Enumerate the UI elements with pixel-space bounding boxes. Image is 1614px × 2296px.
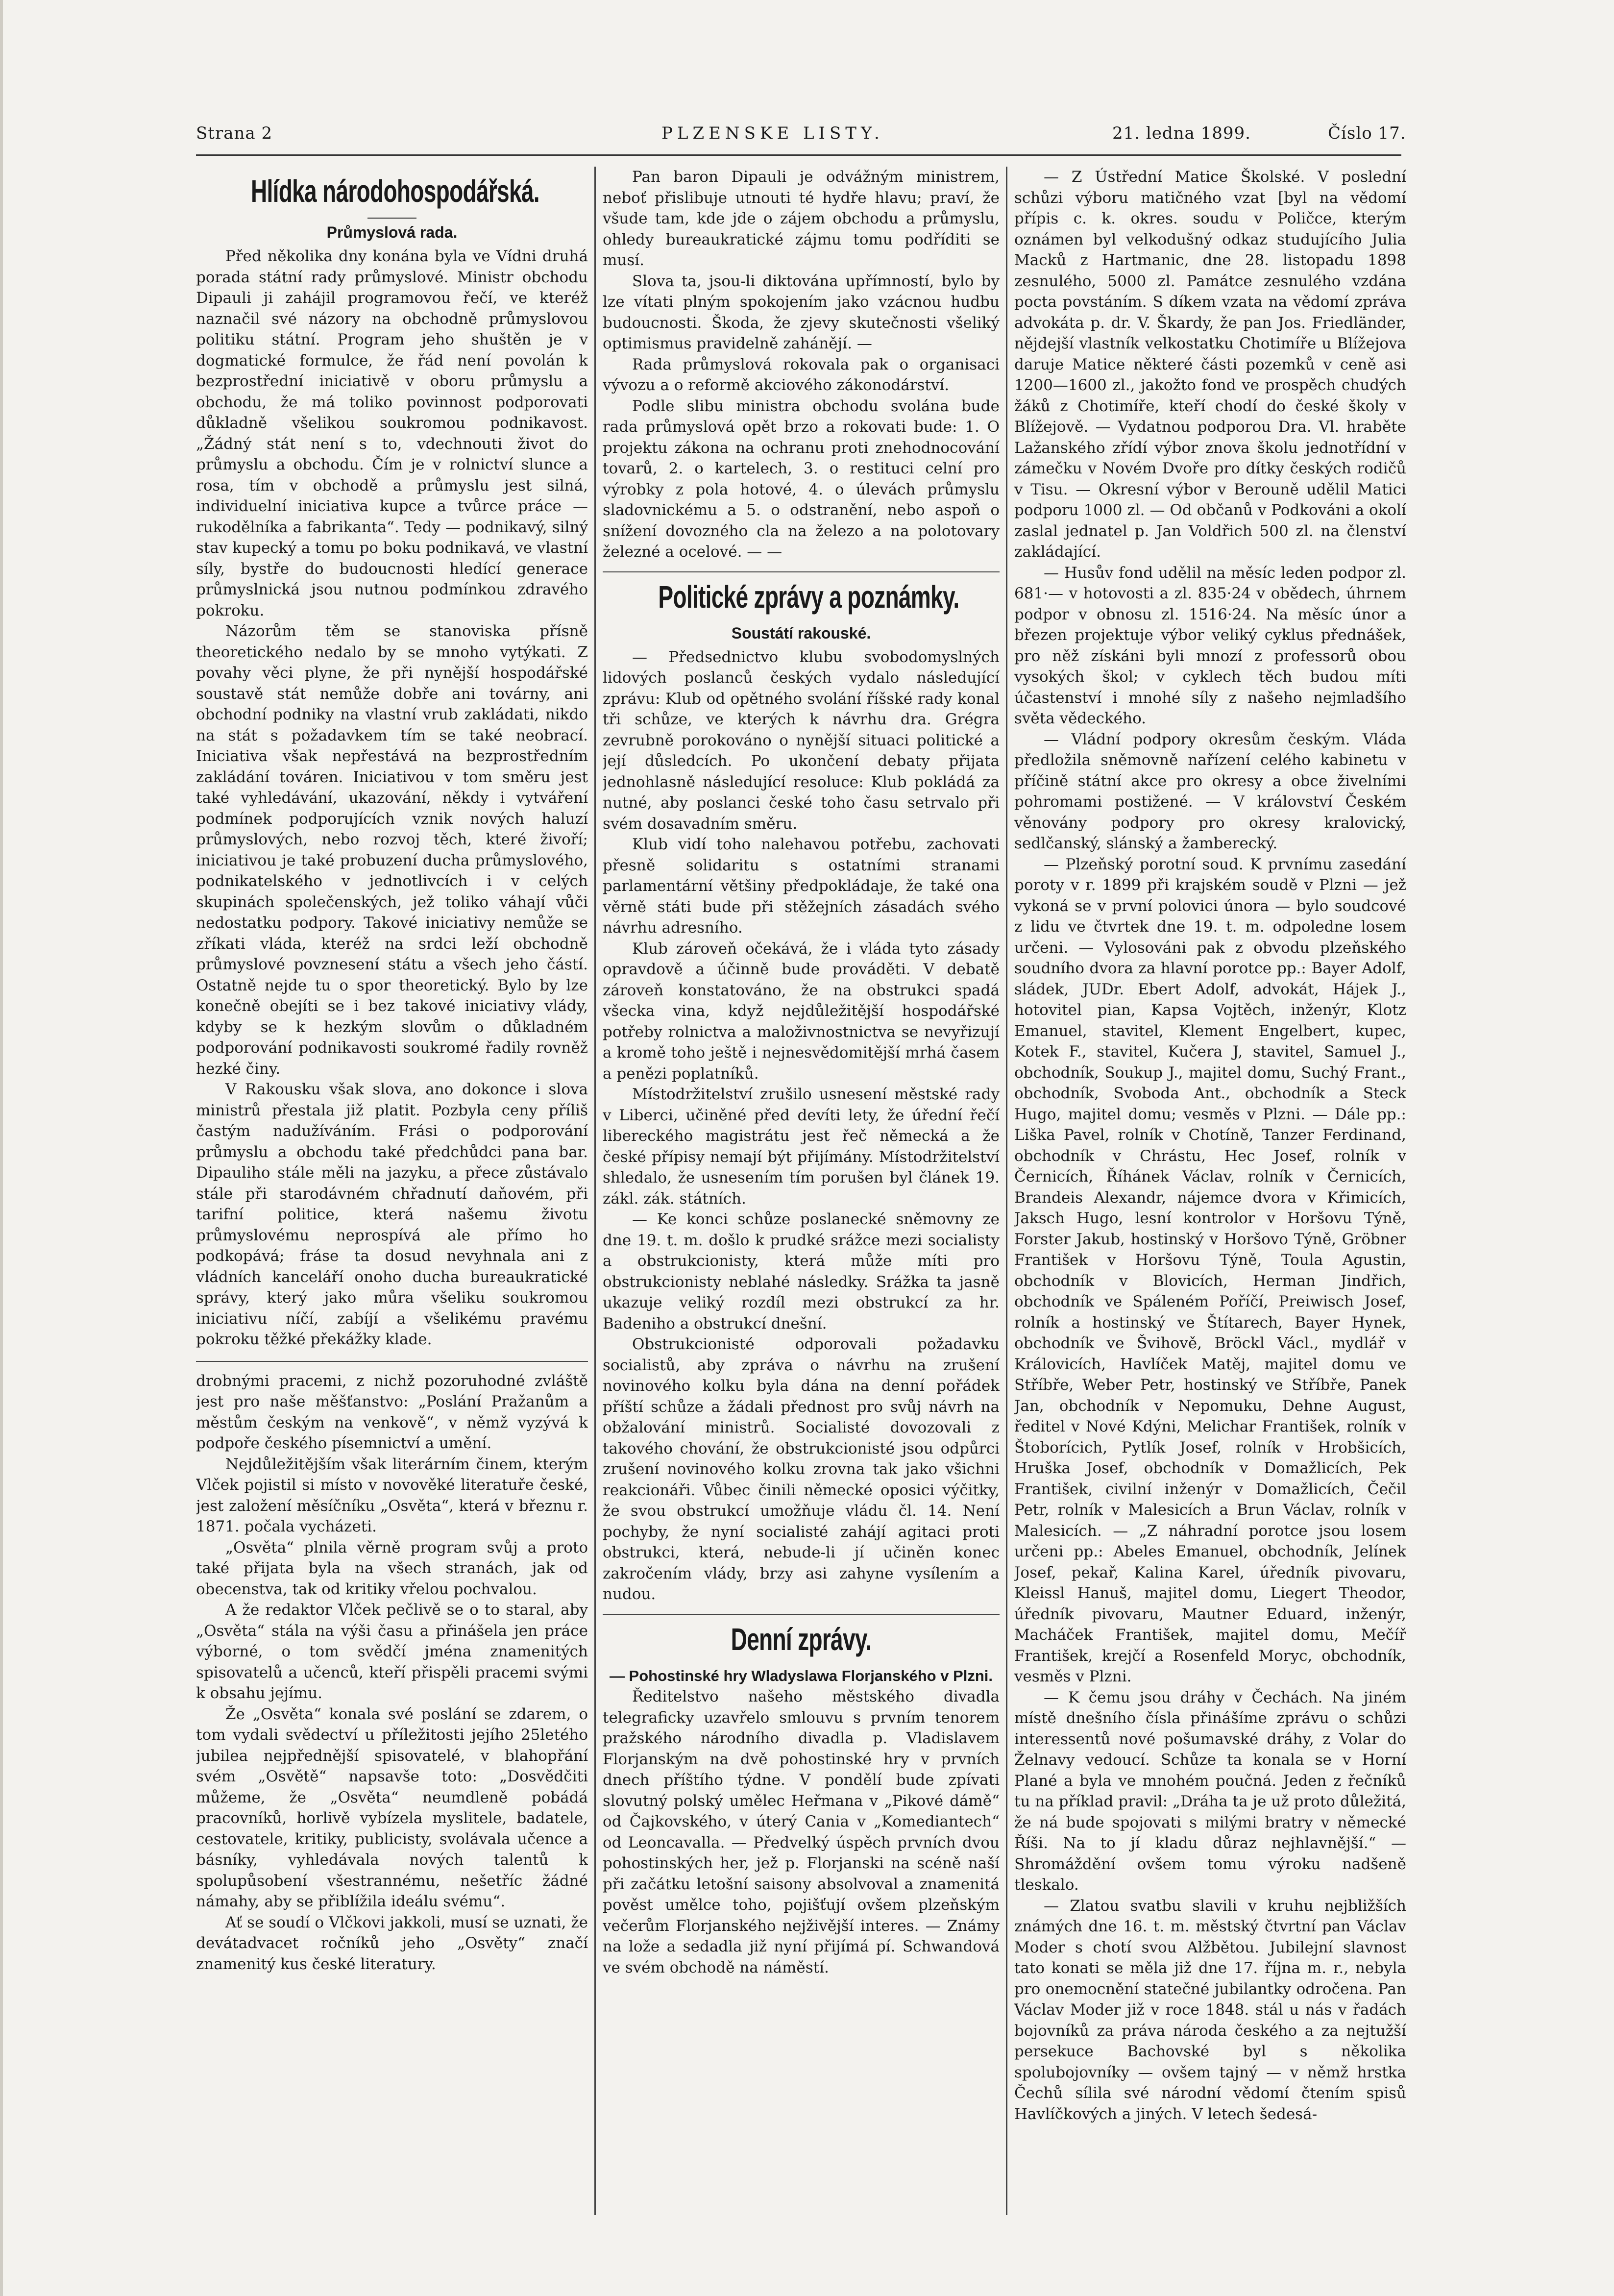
article-paragraph: Nejdůležitějším však literárním činem, kterým Vlček pojistil si místo v novověké literatuře české, jest založení měsíčníku „Osvěta“, která v březnu r. 1871. počala vycházeti. (196, 1455, 588, 1535)
article-title-industry-council: Průmyslová rada. (326, 223, 458, 241)
news-item: — K čemu jsou dráhy v Čechách. Na jiném místě dnešního čísla přinášíme zprávu o schůzi interessentů nové pošumavské dráhy, z Volar do Želnavy vedoucí. Schůze ta konala se v Horní Plané a byla ve mnohém poučná. Jeden z řečníků tu na příklad pravil: „Dráha ta je už proto důležitá, že ná bude spojovati s milými bratry v německé Říši. Na to jí kladu důraz nejhlavnější.“ — Shromáždění ovšem tomu výroku nadšeně tleskalo. (1014, 1688, 1406, 1894)
article-paragraph: V Rakousku však slova, ano dokonce i slova ministrů přestala již platit. Pozbyla ceny příliš častým nadužíváním. Frási o podporování průmyslu a obchodu také předchůdci pana bar. Dipauliho stále měli na jazyku, a přece zůstávalo stále při starodávném chřadnutí daňovém, při tarifní politice, která našemu životu průmyslovému neprospívá ale přímo ho podkopává; fráse ta dosud nevyhnala ani z vládních kanceláří onoho ducha bureaukratické správy, který jako můra všeliku soukromou iniciativu níčí, zabíjí a všelikému pravému pokroku těžké překážky klade. (196, 1081, 588, 1348)
article-paragraph: Že „Osvěta“ konala své poslání se zdarem, o tom vydali svědectví u příležitosti jejího 25letého jubilea nejpřednější spisovatelé, v blahopřání svém „Osvětě“ napsavše toto: „Dosvědčiti můžeme, že „Osvěta“ neumdleně pobádá pracovníků, horlivě vybízela myslitele, badatele, cestovatele, kritiky, publicisty, svolávala učence a básníky, vyhledávala nových talentů k spolupůsobení všestrannému, nešetříc žádné námahy, aby se přiblížila ideálu svému“. (196, 1705, 588, 1910)
section-heading-daily-news: Denní zprávy. (731, 1621, 872, 1657)
article-paragraph: Ať se soudí o Vlčkovi jakkoli, musí se uznati, že devátadvacet ročníků jeho „Osvěty“ značí znamenitý kus české literatury. (196, 1913, 588, 1973)
subsection-title-austria: Soustátí rakouské. (731, 624, 871, 642)
article-paragraph: — Předsednictvo klubu svobodomyslných lidových poslanců českých vydalo následující zprávu: Klub od opětného svolání říšské rady konal tři schůze, ve kterých k návrhu dra. Grégra zevrubně porokováno o nynější situaci politické a její důsledcích. Po ukončení debaty přijata jednohlasně následující resoluce: Klub pokládá za nutné, aby poslanci české toho času setrvalo při svém dosavadním směru. (603, 648, 1000, 833)
column-break-rule (196, 1361, 588, 1362)
news-item-title: — Pohostinské hry Wladyslawa Florjanského v Plzni. (609, 1667, 993, 1684)
article-paragraph: Před několika dny konána byla ve Vídni druhá porada státní rady průmyslové. Ministr obchodu Dipauli ji zahájil programovou řečí, ve kteréž naznačil své názory na obchodně průmyslovou politiku státní. Program jeho shuštěn je v dogmatické formulce, že řád není povolán k bezprostřední iniciativě v oboru průmyslu a obchodu, že má toliko povinnost podporovati důkladně všelikou soukromou podnikavost. „Žádný stát není s to, vdechnouti život do průmyslu a obchodu. Čím je v rolnictví slunce a rosa, tím v obchodě a průmyslu jest silná, individuelní iniciativa kupce a tvůrce práce — rukodělníka a fabrikanta“. Tedy — podnikavý, silný stav kupecký a tomu po boku podnikavá, ve vlastní síly, bystře do budoucnosti hledící generace průmyslnická jsou nutnou podmínkou zdravého pokroku. (196, 247, 588, 619)
issue-date: 21. ledna 1899. (1112, 123, 1251, 143)
page-header (196, 123, 1406, 153)
article-paragraph: Klub vidí toho nalehavou potřebu, zachovati přesně solidaritu s ostatními stranami parlamentární většiny předpokládaje, že také ona věrně státi bude při stěžejních zásadách svého návrhu adresního. (603, 836, 1000, 937)
article-paragraph: Klub zároveň očekává, že i vláda tyto zásady opravdově a účinně bude prováděti. V debatě zároveň konstatováno, že na obstrukci spadá všecka vina, když nejdůležitější hospodářské potřeby rolnictva a maloživnostnictva se nevyřizují a kromě toho ještě i nejnesvědomitější mrhá časem a penězi poplatníků. (603, 939, 1000, 1083)
article-paragraph: Ředitelstvo našeho městského divadla telegraficky uzavřelo smlouvu s prvním tenorem pražského národního divadla p. Vladislavem Florjanským na dvě pohostinské hry v prvních dnech příštího týdne. V pondělí bude zpívati slovutný polský umělec Heřmana v „Pikové dámě“ od Čajkovského, v úterý Cania v „Komediantech“ od Leoncavalla. — Předvelký úspěch prvních dvou pohostinských her, jež p. Florjanski na scéně naší při začátku letošní saisony absolvoval a znamenitá pověst umělce toho, pojišťují ovšem plzeňským večerům Florjanského nejživější interes. — Známy na lože a sedadla již nyní přijímá pí. Schwandová ve svém obchodě na náměstí. (603, 1688, 1000, 1976)
heading-rule (367, 218, 416, 219)
header-rule (196, 154, 1401, 156)
section-heading-politics: Politické zprávy a poznámky. (658, 579, 959, 615)
news-item: — Vládní podpory okresům českým. Vláda předložila sněmovně nařízení celého kabinetu v příčině státní akce pro okresy a obce živelními pohromami postižené. — V království Českém věnovány podpory pro okresy kralovický, sedlčanský, slánský a žamberecký. (1014, 730, 1406, 852)
section-rule (603, 571, 1000, 572)
issue-number: Číslo 17. (1328, 123, 1406, 143)
page-number: Strana 2 (196, 123, 273, 143)
news-item: — Z Ústřední Matice Školské. V poslední schůzi výboru matičného vzat [byl na vědomí přípis c. k. okres. soudu v Poličce, kterým oznámen byl velkodušný odkaz studujícího Julia Macků z Hartmanic, dne 28. listopadu 1898 zesnulého, 5000 zl. Památce zesnulého vzdána pocta povstáním. S díkem vzata na vědomí zpráva advokáta p. dr. V. Škardy, že pan Jos. Friedländer, nějdejší vlastník velkostatku Chotimíře u Blížejova daruje Matice některé části pozemků v ceně asi 1200—1600 zl., jakožto fond ve prospěch chudých žáků z Chotimíře, kteří chodí do české školy v Blížejově. — Vydatnou podporou Dra. Vl. hraběte Lažanského zřídí výbor znova školu jednotřídní v zámečku v Novém Dvoře pro dítky českých rodičů v Tisu. — Okresní výbor v Berouně udělil Matici podporu 1000 zl. — Od občanů v Podkováni a okolí zaslal jednatel p. Jan Voldřich 500 zl. na členství zakládající. (1014, 168, 1406, 561)
article-paragraph: „Osvěta“ plnila věrně program svůj a proto také přijata byla na všech stranách, jak od obecenstva, tak od kritiky vřelou pochvalou. (196, 1538, 588, 1598)
article-paragraph: Slova ta, jsou-li diktována upřímností, bylo by lze vítati plným spokojením jako vzácnou hudbu budoucnosti. Škoda, že zjevy skutečnosti všeliký optimismus pravidelně zahánějí. — (603, 272, 1000, 352)
section-heading-economy: Hlídka národohospodářská. (251, 173, 539, 209)
news-item: — Plzeňský porotní soud. K prvnímu zasedání poroty v r. 1899 při krajském soudě v Plzni — jež vykoná se v první polovici února — bylo soudcové z lidu ve čtvrtek dne 19. t. m. odpoledne losem určeni. — Vylosováni pak z obvodu plzeňského soudního dvora za hlavní porotce pp.: Bayer Adolf, sládek, JUDr. Ebert Adolf, advokát, Hájek J., hotovitel pian, Kapsa Vojtěch, inženýr, Klotz Emanuel, stavitel, Klement Engelbert, kupec, Kotek F., stavitel, Kučera J, stavitel, Samuel J., obchodník, Soukup J., majitel domu, Suchý Frant., obchodník, Svoboda Ant., obchodník a Steck Hugo, majitel domu; vesměs v Plzni. — Dále pp.: Liška Pavel, rolník v Chotíně, Tanzer Ferdinand, obchodník v Chrástu, Hec Josef, rolník v Černicích, Říhánek Václav, rolník v Černicích, Brandeis Alexandr, nájemce dvora v Křimicích, Jaksch Hugo, lesní kontrolor v Horšovu Týně, Forster Jakub, hostinský v Horšovo Týně, Gröbner František v Horšovu Týně, Toula Agustin, obchodník v Blovicích, Herman Jindřich, obchodník ve Spáleném Poříčí, Preiwisch Josef, rolník a hostinský ve Štítarech, Bayer Hynek, obchodník ve Švihově, Bröckl Václ., mydlář v Královicích, Havlíček Matěj, majitel domu ve Stříbře, Weber Petr, hostinský ve Stříbře, Panek Jan, obchodník v Nepomuku, Dehne August, ředitel v Nové Kdýni, Melichar František, rolník v Štoborícich, Pytlík Josef, rolník v Hrobšicích, Hruška Josef, obchodník v Domažlicích, Pek František, civilní inženýr v Domažlicích, Čečil Petr, rolník v Malesicích a Brun Václav, rolník v Malesicích. — „Z náhradní porotce jsou losem určeni pp.: Abeles Emanuel, obchodník, Jelínek Josef, pekař, Kalina Karel, úředník pivovaru, Kleissl Hanuš, majitel domu, Liegert Theodor, úředník pivovaru, Mautner Eduard, inženýr, Macháček František, majitel domu, Mečíř František, krejčí a Rosenfeld Moryc, obchodník, vesměs v Plzni. (1014, 855, 1406, 1685)
article-paragraph: A že redaktor Vlček pečlivě se o to staral, aby „Osvěta“ stála na výši času a přinášela jen práce výborné, o tom svědčí jména znamenitých spisovatelů a učenců, kteří přispěli pracemi svými k obsahu jejímu. (196, 1601, 588, 1702)
article-paragraph: Rada průmyslová rokovala pak o organisaci vývozu a o reformě akciového zákonodárství. (603, 355, 1000, 394)
section-rule (603, 1614, 1000, 1615)
article-paragraph: Názorům těm se stanoviska přísně theoretického nedalo by se mnoho vytýkati. Z povahy věci plyne, že při nynější hospodářské soustavě stát nemůže dobře ani továrny, ani obchodní podniky na vlastní vrub zakládati, nikdo na stát s požadavkem tím se také neobrací. Iniciativa však nepřestává na bezprostředním zakládání továren. Iniciativou v tom směru jest také vyhledávání, ukazování, někdy i vytváření podmínek podporujících vznik nových haluzí průmyslových, nebo rozvoj těch, které živoří; iniciativou je také probuzení ducha průmyslového, podnikatelského v jednotlivcích i v celých skupinách společenských, jež toliko váhají vůči nedostatku podpory. Takové iniciativy nemůže se zříkati vláda, kteréž na srdci leží obchodně průmyslové povznesení státu a všech jeho částí. Ostatně nejde tu o spor theoretický. Bylo by lze konečně obejíti se i bez takové iniciativy vlády, kdyby se k hezkým slovům o důkladném podporování podnikavosti soukromé řadily rovněž hezké činy. (196, 622, 588, 1078)
article-paragraph: drobnými pracemi, z nichž pozoruhodné zvláště jest pro naše měšťanstvo: „Poslání Pražanům a městům českým na venkově“, v němž vyzývá k podpoře českého písemnictví a umění. (196, 1372, 588, 1452)
article-paragraph: Místodržitelství zrušilo usnesení městské rady v Liberci, učiněné před devíti lety, že úřední řečí libereckého magistrátu jest řeč německá a že české přípisy nemají být přijímány. Místodržitelství shledalo, že usnesením tím porušen byl článek 19. zákl. zák. státních. (603, 1086, 1000, 1208)
article-paragraph: — Ke konci schůze poslanecké sněmovny ze dne 19. t. m. došlo k prudké srážce mezi socialisty a obstrukcionisty, která může míti pro obstrukcionisty neblahé následky. Srážka ta jasně ukazuje veliký rozdíl mezi obstrukcí za hr. Badeniho a obstrukcí dnešní. (603, 1210, 1000, 1333)
article-paragraph: Obstrukcionisté odporovali požadavku socialistů, aby zpráva o návrhu na zrušení novinového kolku byla dána na denní pořádek příští schůze a žádali přednost pro svůj návrh na obžalování ministrů. Socialisté dovozovali z takového chování, že obstrukcionisté jsou odpůrci zrušení novinového kolku zrovna tak jako všichni reakcionáři. Vůbec činili německé oposici výčitky, že svou obstrukcí umožňuje vládu čl. 14. Není pochyby, že nyní socialisté zahájí agitaci proti obstrukci, která, nebude-li jí učiněn konec zakročením vlády, brzy asi zahyne vysílením a nudou. (603, 1335, 1000, 1603)
news-item: — Zlatou svatbu slavili v kruhu nejbližších známých dne 16. t. m. městský čtvrtní pan Václav Moder s chotí svou Alžbětou. Jubilejní slavnost tato konati se měla již dne 17. října m. r., nebyla pro onemocnění statečné jubilantky odročena. Pan Václav Moder již v roce 1848. stál u nás v řadách bojovníků za práva národa českého a za nejtužší persekuce Bachovské byl s několika spolubojovníky — ovšem tajný — v němž hrstka Čechů sílila své národní vědomí čtením spisů Havlíčkových a jiných. V letech šedesá- (1014, 1897, 1406, 2123)
column-divider-right (1006, 167, 1007, 2215)
column-2 (603, 167, 1000, 2259)
news-item: — Husův fond udělil na měsíc leden podpor zl. 681·— v hotovosti a zl. 835·24 v obědech, úhrnem podpor v obnosu zl. 1516·24. Na měsíc únor a březen projektuje výbor veliký cyklus přednášek, pro něž získáni byli mnozí z professorů obou vysokých škol; v cyklech těch budou míti účastenství i mnohé síly z našeho nejmladšího světa vědeckého. (1014, 564, 1406, 727)
article-paragraph: Pan baron Dipauli je odvážným ministrem, neboť přislibuje utnouti té hydře hlavu; praví, že všude tam, kde jde o zájem obchodu a průmyslu, ohledy bureaukratické zájmu tomu podříditi se musí. (603, 168, 1000, 269)
masthead-title: PLZENSKE LISTY. (661, 123, 884, 143)
column-3 (1014, 167, 1406, 2259)
article-paragraph: Podle slibu ministra obchodu svolána bude rada průmyslová opět brzo a rokovati bude: 1. O projektu zákona na ochranu proti znehodnocování tovarů, 2. o kartelech, 3. o restituci celní pro výrobky z pola hotové, 4. o úlevách průmyslu sladovnickému a 5. o odstranění, nebo aspoň o snížení dovozného cla na železo a na polotovary železné a ocelové. — — (603, 397, 1000, 561)
column-1 (196, 167, 588, 2259)
column-divider-left (594, 167, 596, 2215)
